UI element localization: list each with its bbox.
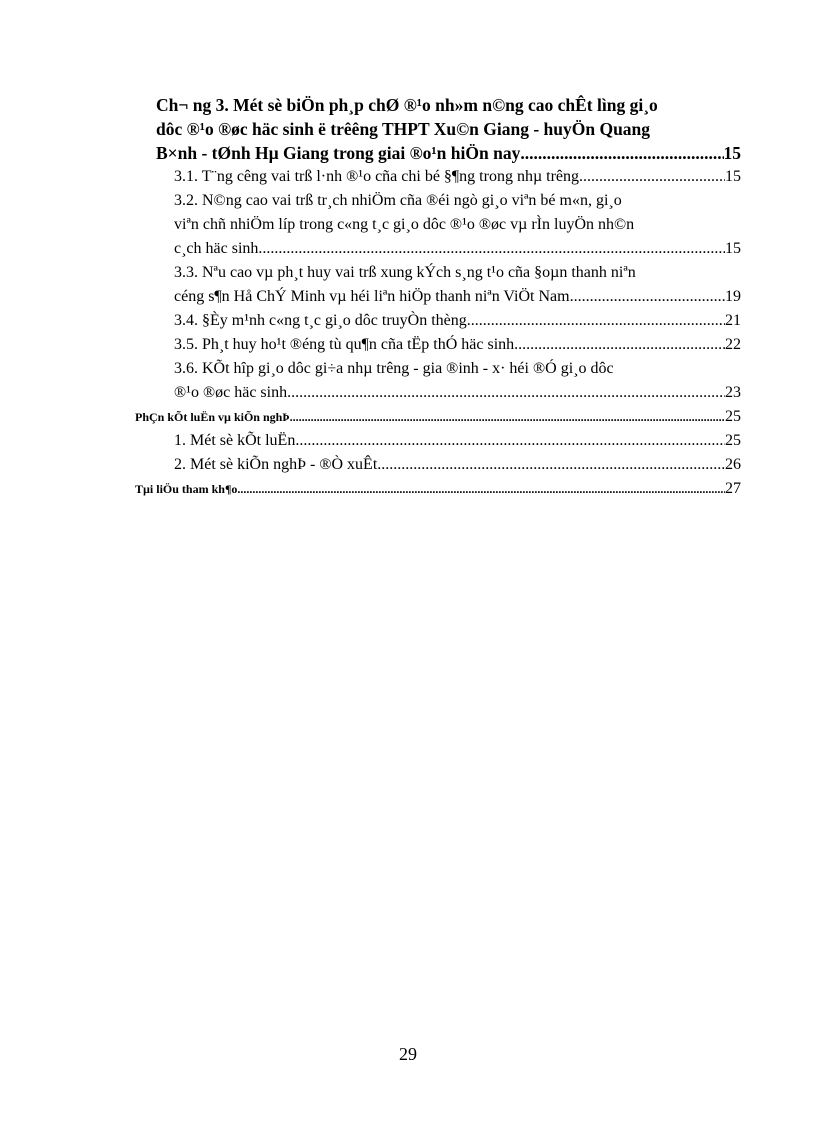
toc-page-number: 22 — [725, 336, 741, 353]
toc-page-number: 26 — [725, 456, 741, 473]
toc-leader-dots — [520, 141, 723, 165]
toc-page-number: 25 — [725, 432, 741, 449]
toc-section-label: ®¹o ®øc häc sinh. — [174, 384, 292, 401]
toc-leader-dots — [290, 405, 725, 429]
toc-section-3-3[interactable] — [174, 261, 741, 309]
toc-references[interactable] — [135, 477, 741, 501]
toc-page-number: 23 — [725, 384, 741, 401]
toc-chapter-line: dôc ®¹o ®øc häc sinh ë trêêng THPT Xu©n Giang - huyÖn Quang — [156, 119, 651, 139]
toc-page-number: 27 — [725, 480, 741, 497]
toc-leader-dots — [262, 237, 725, 261]
toc-section-line: 3.3. Nªu cao vµ ph¸t huy vai trß xung kÝch s¸ng t¹o cña §oµn thanh niªn — [174, 264, 636, 281]
toc-page-number: 25 — [725, 408, 741, 425]
toc-leader-dots — [471, 309, 725, 333]
toc-page-number: 19 — [725, 288, 741, 305]
toc-page-number: 15 — [723, 143, 741, 163]
toc-chapter-last-line — [156, 141, 741, 165]
toc-section-label: céng s¶n Hå ChÝ Minh vµ héi liªn hiÖp thanh niªn ViÖt Nam. — [174, 288, 574, 305]
toc-leader-dots — [518, 333, 725, 357]
toc-leader-dots — [291, 381, 725, 405]
toc-leader-dots — [381, 453, 725, 477]
toc-section-label: 2. Mét sè kiÕn nghÞ - ®Ò xuÊt. — [174, 456, 382, 473]
toc-section-label: 3.1. T¨ng cêng vai trß l·nh ®¹o cña chi bé §¶ng trong nhµ trêng. — [174, 168, 584, 185]
table-of-contents — [0, 93, 816, 501]
toc-section-3-1[interactable] — [174, 165, 741, 189]
toc-section-label: c¸ch häc sinh. — [174, 240, 263, 257]
toc-chapter-line: Ch¬ ng 3. Mét sè biÖn ph¸p chØ ®¹o nh»m n©ng cao chÊt lìng gi¸o — [156, 95, 658, 115]
toc-page-number: 15 — [725, 168, 741, 185]
toc-chapter-text: B×nh - tØnh Hµ Giang trong giai ®o¹n hiÖn nay — [156, 143, 521, 163]
toc-leader-dots — [295, 429, 725, 453]
toc-conclusion-1[interactable] — [174, 429, 741, 453]
toc-conclusion-2[interactable] — [174, 453, 741, 477]
toc-section-line: 3.2. N©ng cao vai trß tr¸ch nhiÖm cña ®éi ngò gi¸o viªn bé m«n, gi¸o — [174, 192, 622, 209]
toc-leader-dots — [237, 477, 725, 501]
toc-section-line: viªn chñ nhiÖm líp trong c«ng t¸c gi¸o dôc ®¹o ®øc vµ rÌn luyÖn nh©n — [174, 216, 635, 233]
toc-chapter-3[interactable] — [156, 93, 741, 165]
toc-section-label: 3.5. Ph¸t huy ho¹t ®éng tù qu¶n cña tËp thÓ häc sinh. — [174, 336, 519, 353]
toc-leader-dots — [583, 165, 725, 189]
toc-references-label: Tµi liÖu tham kh¶o — [135, 482, 238, 496]
toc-section-line: 3.6. KÕt hîp gi¸o dôc gi÷a nhµ trêng - gia ®inh - x· héi ®Ó gi¸o dôc — [174, 360, 614, 377]
toc-section-3-6[interactable] — [174, 357, 741, 405]
toc-section-label: 3.4. §Èy m¹nh c«ng t¸c gi¸o dôc truyÒn thèng. — [174, 312, 471, 329]
toc-page-number: 15 — [725, 240, 741, 257]
toc-page-number: 21 — [725, 312, 741, 329]
toc-part-label: PhÇn kÕt luËn vµ kiÕn nghÞ — [135, 410, 290, 424]
toc-section-3-5[interactable] — [174, 333, 741, 357]
toc-section-3-4[interactable] — [174, 309, 741, 333]
toc-leader-dots — [574, 285, 725, 309]
toc-part-conclusion[interactable] — [135, 405, 741, 429]
toc-section-label: 1. Mét sè kÕt luËn — [174, 432, 296, 449]
page-number-footer: 29 — [399, 1044, 417, 1064]
toc-section-3-2[interactable] — [174, 189, 741, 261]
